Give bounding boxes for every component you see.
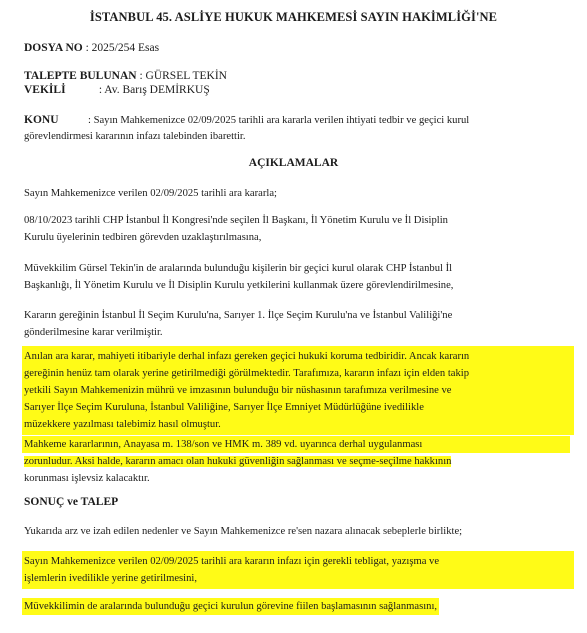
konu-label: KONU	[24, 114, 59, 126]
talepte-bulunan-value: : GÜRSEL TEKİN	[139, 70, 227, 82]
paragraph-6-line-2	[22, 453, 570, 470]
paragraph-5-line-1: Anılan ara karar, mahiyeti itibariyle derhal infazı gereken geçici hukuki koruma tedbiridir. Ancak kararın	[24, 351, 470, 362]
paragraph-9: Müvekkilimin de aralarında bulunduğu geçici kurulun görevine fiilen başlamasının sağlanmasını,	[22, 598, 439, 615]
vekili-value: : Av. Barış DEMİRKUŞ	[98, 84, 210, 96]
highlighted-paragraph-5	[22, 346, 574, 435]
talepte-bulunan-field	[24, 70, 227, 82]
paragraph-9-wrap	[22, 598, 570, 615]
paragraph-5-line-3: yetkili Sayın Mahkemenizin mührü ve imzasının bulunduğu bir nüshasının tarafımıza verilmesine ve	[24, 385, 452, 396]
konu-line-1	[24, 112, 564, 129]
paragraph-5-line-5: müzekkere yazılması talebimiz hasıl olmuştur.	[24, 419, 221, 430]
paragraph-2-line-2: Kurulu üyelerinin tedbiren görevden uzaklaştırılmasına,	[24, 232, 262, 243]
paragraph-1: Sayın Mahkemenizce verilen 02/09/2025 tarihli ara kararla;	[24, 188, 277, 199]
paragraph-6-line-3: korunması işlevsiz kalacaktır.	[24, 473, 150, 484]
paragraph-4-line-1: Kararın gereğinin İstanbul İl Seçim Kurulu'na, Sarıyer 1. İlçe Seçim Kurulu'na ve İstanbul Valiliği'ne	[24, 310, 453, 321]
aciklamalar-heading: AÇIKLAMALAR	[248, 157, 339, 169]
paragraph-5-line-2: gereğinin henüz tam olarak yerine getirilmediği görülmektedir. Tarafımıza, kararın infazı için elden takip	[24, 368, 470, 379]
vekili-field	[24, 84, 210, 96]
paragraph-6	[22, 436, 570, 487]
paragraph-5-line-4: Sarıyer İlçe Seçim Kuruluna, İstanbul Valiliğine, Sarıyer İlçe Emniyet Müdürlüğüne ivedilikle	[24, 402, 424, 413]
paragraph-8-line-1: Sayın Mahkemenizce verilen 02/09/2025 tarihli ara kararın infazı için gerekli tebligat, yazışma ve	[24, 556, 440, 567]
paragraph-8-line-2: işlemlerin ivedilikle yerine getirilmesini,	[24, 573, 197, 584]
highlighted-paragraph-8	[22, 551, 574, 589]
dosya-no-value: : 2025/254 Esas	[85, 42, 160, 54]
talepte-bulunan-label: TALEPTE BULUNAN	[24, 70, 137, 82]
dosya-no-label: DOSYA NO	[24, 42, 83, 54]
sonuc-heading: SONUÇ ve TALEP	[24, 496, 119, 508]
paragraph-6-line-2-text: zorunludur. Aksi halde, kararın amacı olan hukuki güvenliğin sağlanması ve seçme-seçilme hakkının	[24, 456, 452, 467]
paragraph-6-line-1: Mahkeme kararlarının, Anayasa m. 138/son ve HMK m. 389 vd. uyarınca derhal uygulanması	[22, 436, 570, 453]
paragraph-2-line-1: 08/10/2023 tarihli CHP İstanbul İl Kongresi'nde seçilen İl Başkanı, İl Yönetim Kurulu ve İl Disiplin	[24, 215, 448, 226]
paragraph-4-line-2: gönderilmesine karar verilmiştir.	[24, 327, 163, 338]
paragraph-3-line-1: Müvekkilim Gürsel Tekin'in de aralarında bulunduğu kişilerin bir geçici kurul olarak CHP İstanbul İl	[24, 263, 453, 274]
dosya-no-field	[24, 42, 159, 54]
court-title: İSTANBUL 45. ASLİYE HUKUK MAHKEMESİ SAYIN HAKİMLİĞİ'NE	[89, 10, 498, 24]
paragraph-7: Yukarıda arz ve izah edilen nedenler ve Sayın Mahkemenizce re'sen nazara alınacak sebeplerle birlikte;	[24, 526, 463, 537]
vekili-label: VEKİLİ	[24, 84, 66, 96]
konu-line-2: görevlendirmesi kararının infazı talebinden ibarettir.	[24, 131, 246, 142]
paragraph-3-line-2: Başkanlığı, İl Yönetim Kurulu ve İl Disiplin Kurulu yetkilerini kullanmak üzere görevlendirilmesine,	[24, 280, 454, 291]
konu-text-1: : Sayın Mahkemenizce 02/09/2025 tarihli ara kararla verilen ihtiyati tedbir ve geçici kurul	[88, 115, 470, 126]
